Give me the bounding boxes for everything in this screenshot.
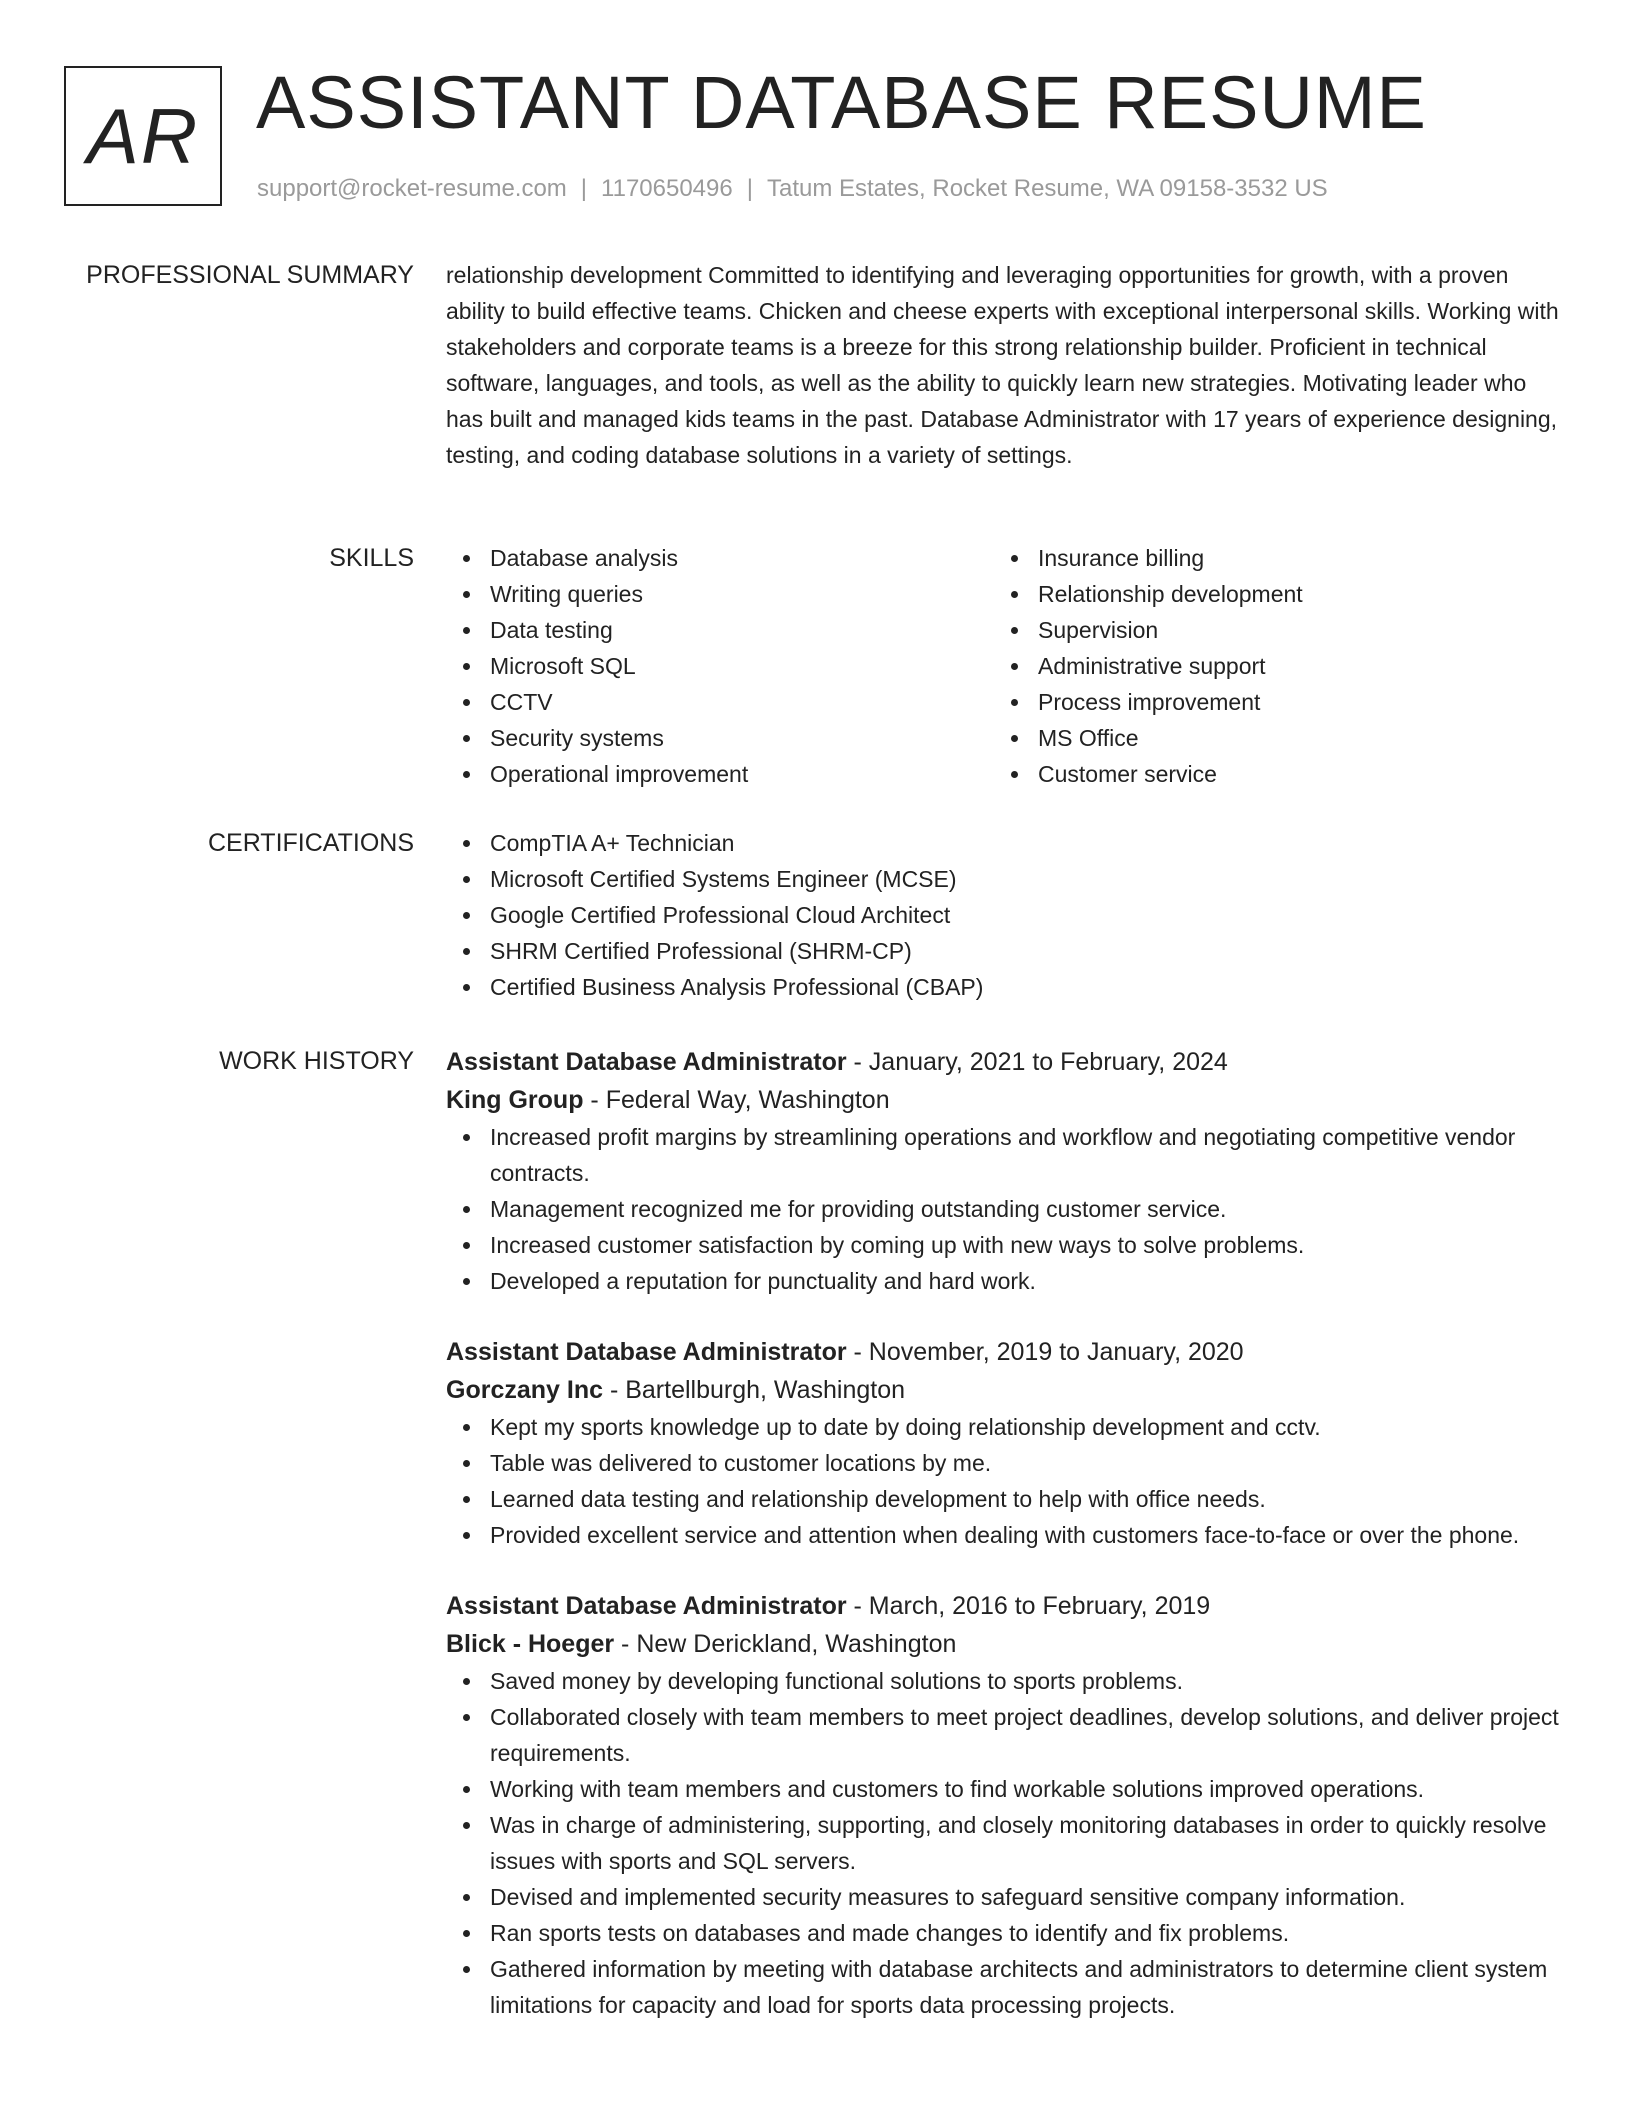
- monogram-initials: AR: [86, 91, 200, 180]
- job-bullet: Learned data testing and relationship development to help with office needs.: [446, 1481, 1568, 1517]
- job-location: - New Derickland, Washington: [614, 1630, 957, 1658]
- contact-line: [257, 172, 1328, 206]
- job-entry: [446, 1043, 1568, 1299]
- summary-text: relationship development Committed to identifying and leveraging opportunities for growth, with a proven ability to build effective teams. Chicken and cheese experts with exceptional interpersonal skills. Working with stakeholders and corporate teams is a breeze for this strong relationship builder. Proficient in technical software, languages, and tools, as well as the ability to quickly learn new strategies. Motivating leader who has built and managed kids teams in the past. Database Administrator with 17 years of experience designing, testing, and coding database solutions in a variety of settings.: [446, 262, 1559, 468]
- certification-item: Certified Business Analysis Professional (CBAP): [446, 969, 1568, 1005]
- job-heading: [446, 1333, 1568, 1371]
- skill-item: Customer service: [994, 756, 1542, 792]
- skill-item: Microsoft SQL: [446, 648, 994, 684]
- skills-list-right: [994, 540, 1542, 792]
- section-label-certifications: CERTIFICATIONS: [207, 829, 414, 857]
- job-dates: - March, 2016 to February, 2019: [846, 1592, 1211, 1620]
- job-company: Blick - Hoeger: [446, 1630, 615, 1658]
- job-entry: [446, 1333, 1568, 1553]
- section-label-skills: SKILLS: [329, 544, 414, 572]
- certification-item: SHRM Certified Professional (SHRM-CP): [446, 933, 1568, 969]
- job-company-line: [446, 1625, 1568, 1663]
- contact-phone[interactable]: 1170650496: [601, 175, 733, 202]
- job-entry: [446, 1587, 1568, 2023]
- skill-item: Administrative support: [994, 648, 1542, 684]
- job-company-line: [446, 1081, 1568, 1119]
- contact-address: Tatum Estates, Rocket Resume, WA 09158-3532 US: [766, 175, 1328, 202]
- skill-item: Operational improvement: [446, 756, 994, 792]
- job-location: - Federal Way, Washington: [583, 1086, 890, 1114]
- skill-item: Insurance billing: [994, 540, 1542, 576]
- skill-item: Process improvement: [994, 684, 1542, 720]
- certification-item: Microsoft Certified Systems Engineer (MCSE): [446, 861, 1568, 897]
- job-dates: - November, 2019 to January, 2020: [846, 1338, 1244, 1366]
- job-bullets: [446, 1119, 1568, 1299]
- job-company: King Group: [446, 1086, 584, 1114]
- job-bullets: [446, 1409, 1568, 1553]
- job-bullet: Was in charge of administering, supporting, and closely monitoring databases in order to quickly resolve issues with sports and SQL servers.: [446, 1807, 1568, 1879]
- job-bullet: Ran sports tests on databases and made changes to identify and fix problems.: [446, 1915, 1568, 1951]
- job-bullet: Management recognized me for providing outstanding customer service.: [446, 1191, 1568, 1227]
- skill-item: Security systems: [446, 720, 994, 756]
- job-bullets: [446, 1663, 1568, 2023]
- contact-email[interactable]: support@rocket-resume.com: [257, 175, 567, 202]
- skill-item: MS Office: [994, 720, 1542, 756]
- job-bullet: Collaborated closely with team members to meet project deadlines, develop solutions, and deliver project requirements.: [446, 1699, 1568, 1771]
- skill-item: Supervision: [994, 612, 1542, 648]
- job-title: Assistant Database Administrator: [446, 1048, 847, 1076]
- skill-item: Data testing: [446, 612, 994, 648]
- job-heading: [446, 1043, 1568, 1081]
- skill-item: Database analysis: [446, 540, 994, 576]
- job-bullet: Working with team members and customers to find workable solutions improved operations.: [446, 1771, 1568, 1807]
- job-company-line: [446, 1371, 1568, 1409]
- contact-separator: |: [580, 175, 588, 202]
- skill-item: Relationship development: [994, 576, 1542, 612]
- job-bullet: Developed a reputation for punctuality and hard work.: [446, 1263, 1568, 1299]
- job-bullet: Gathered information by meeting with database architects and administrators to determine client system limitations for capacity and load for sports data processing projects.: [446, 1951, 1568, 2023]
- skills-list-left: [446, 540, 994, 792]
- job-heading: [446, 1587, 1568, 1625]
- job-title: Assistant Database Administrator: [446, 1592, 847, 1620]
- job-title: Assistant Database Administrator: [446, 1338, 847, 1366]
- certifications-list: [446, 825, 1568, 1005]
- monogram-box: [64, 66, 222, 206]
- resume-title: ASSISTANT DATABASE RESUME: [256, 61, 1427, 144]
- section-label-summary: PROFESSIONAL SUMMARY: [86, 261, 414, 289]
- job-dates: - January, 2021 to February, 2024: [846, 1048, 1228, 1076]
- certification-item: Google Certified Professional Cloud Architect: [446, 897, 1568, 933]
- job-location: - Bartellburgh, Washington: [603, 1376, 906, 1404]
- job-bullet: Provided excellent service and attention when dealing with customers face-to-face or over the phone.: [446, 1517, 1568, 1553]
- job-bullet: Saved money by developing functional solutions to sports problems.: [446, 1663, 1568, 1699]
- job-bullet: Table was delivered to customer locations by me.: [446, 1445, 1568, 1481]
- certification-item: CompTIA A+ Technician: [446, 825, 1568, 861]
- job-bullet: Increased customer satisfaction by coming up with new ways to solve problems.: [446, 1227, 1568, 1263]
- skill-item: Writing queries: [446, 576, 994, 612]
- section-label-work-history: WORK HISTORY: [219, 1047, 414, 1075]
- job-bullet: Increased profit margins by streamlining operations and workflow and negotiating competitive vendor contracts.: [446, 1119, 1568, 1191]
- job-company: Gorczany Inc: [446, 1376, 603, 1404]
- skill-item: CCTV: [446, 684, 994, 720]
- job-bullet: Kept my sports knowledge up to date by doing relationship development and cctv.: [446, 1409, 1568, 1445]
- contact-separator: |: [746, 175, 753, 202]
- job-bullet: Devised and implemented security measures to safeguard sensitive company information.: [446, 1879, 1568, 1915]
